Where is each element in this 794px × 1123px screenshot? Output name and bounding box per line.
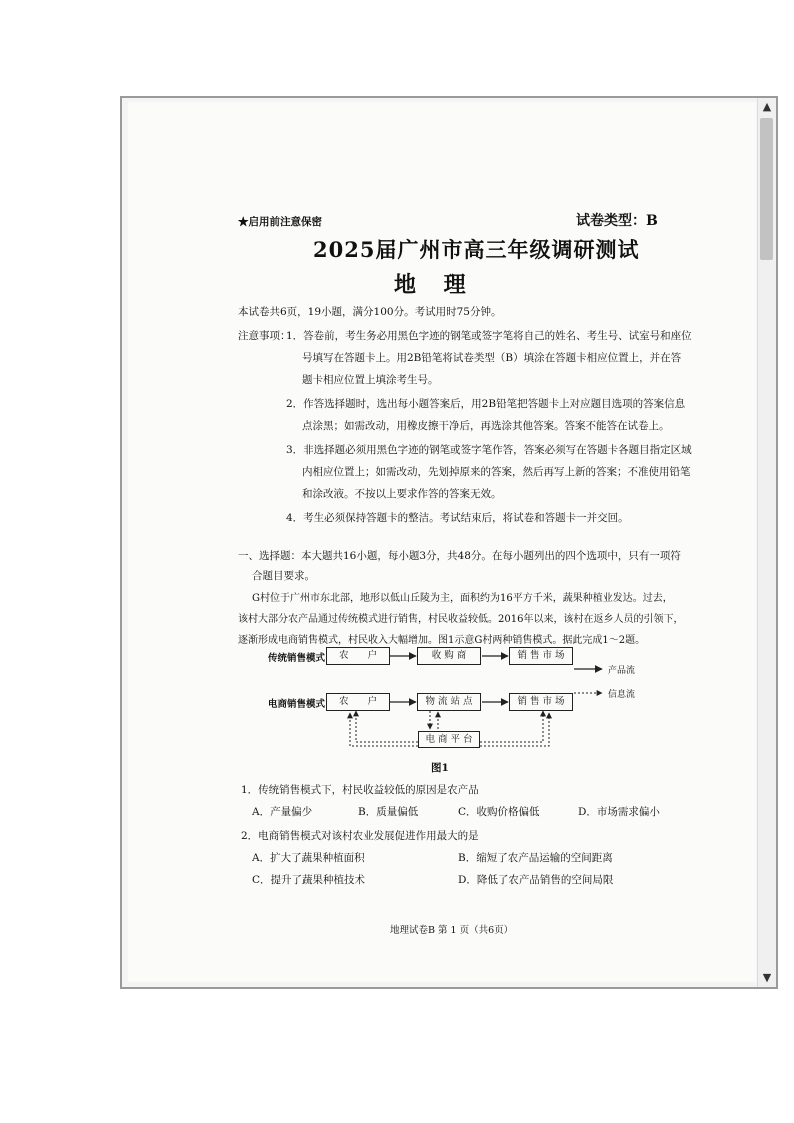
section-heading: 合题目要求。	[252, 570, 315, 582]
note-line: 题卡相应位置上填涂考生号。	[302, 374, 439, 386]
question-stem: 1．传统销售模式下，村民收益较低的原因是农产品	[241, 784, 479, 796]
ecommerce-platform-box: 电 商 平 台	[418, 731, 480, 748]
section-heading: 一、选择题：本大题共16小题，每小题3分，共48分。在每小题列出的四个选项中，只有一项符	[238, 550, 681, 562]
note-line: 2．作答选择题时，选出每小题答案后，用2B铅笔把答题卡上对应题目选项的答案信息	[286, 398, 686, 410]
legend-info-flow: 信息流	[608, 690, 636, 700]
traditional-mode-label: 传统销售模式	[268, 653, 326, 664]
passage-line: 该村大部分农产品通过传统模式进行销售，村民收益较低。2016年以来，该村在返乡人员的引领下，	[238, 614, 684, 625]
vertical-scrollbar[interactable]	[757, 98, 776, 987]
ecommerce-mode-label: 电商销售模式	[268, 699, 326, 710]
note-line: 4．考生必须保持答题卡的整洁。考试结束后，将试卷和答题卡一并交回。	[286, 512, 629, 524]
paper-type: 试卷类型：B	[576, 213, 658, 229]
exam-title: 2025届广州市高三年级调研测试	[313, 237, 640, 262]
market-box: 销 售 市 场	[509, 647, 573, 665]
question-option: C．收购价格偏低	[458, 806, 540, 818]
scroll-up-icon[interactable]: ▲	[762, 100, 772, 113]
farmer-box: 农 户	[326, 693, 390, 711]
note-line: 和涂改液。不按以上要求作答的答案无效。	[302, 488, 502, 500]
note-line: 3．非选择题必须用黑色字迹的钢笔或签字笔作答，答案必须写在答题卡各题目指定区域	[286, 444, 692, 456]
document-viewer	[120, 96, 778, 989]
figure-caption: 图1	[431, 762, 449, 774]
buyer-box: 收 购 商	[417, 647, 481, 665]
scroll-thumb[interactable]	[760, 118, 773, 260]
farmer-box: 农 户	[326, 647, 390, 665]
scroll-down-icon[interactable]: ▼	[762, 971, 772, 984]
notes-label: 注意事项：	[238, 330, 291, 342]
passage-line: 逐渐形成电商销售模式，村民收入大幅增加。图1示意G村两种销售模式。据此完成1～2题。	[238, 635, 646, 646]
question-option: B．缩短了农产品运输的空间距离	[458, 852, 613, 864]
question-option: D．降低了农产品销售的空间局限	[458, 874, 614, 886]
question-option: C．提升了蔬果种植技术	[252, 874, 366, 886]
note-line: 内相应位置上；如需改动，先划掉原来的答案，然后再写上新的答案；不准使用铅笔	[302, 466, 691, 478]
exam-intro: 本试卷共6页，19小题，满分100分。考试用时75分钟。	[238, 306, 502, 318]
exam-page	[128, 102, 756, 982]
question-option: B．质量偏低	[358, 806, 419, 818]
exam-subject: 地 理	[394, 272, 476, 298]
note-line: 号填写在答题卡上。用2B铅笔将试卷类型（B）填涂在答题卡相应位置上，并在答	[302, 352, 682, 364]
question-option: A．扩大了蔬果种植面积	[252, 852, 365, 864]
passage-line: G村位于广州市东北部，地形以低山丘陵为主，面积约为16平方千米，蔬果种植业发达。过去，	[252, 593, 673, 604]
confidential-note: ★启用前注意保密	[238, 216, 322, 228]
question-stem: 2．电商销售模式对该村农业发展促进作用最大的是	[241, 830, 479, 842]
page-footer: 地理试卷B 第 1 页（共6页）	[390, 925, 514, 936]
legend-product-flow: 产品流	[608, 666, 636, 676]
question-option: D．市场需求偏小	[578, 806, 660, 818]
question-option: A．产量偏少	[252, 806, 313, 818]
logistics-box: 物 流 站 点	[417, 693, 481, 711]
note-line: 1．答卷前，考生务必用黑色字迹的钢笔或签字笔将自己的姓名、考生号、试室号和座位	[286, 330, 692, 342]
note-line: 点涂黑；如需改动，用橡皮擦干净后，再选涂其他答案。答案不能答在试卷上。	[302, 420, 670, 432]
market-box: 销 售 市 场	[509, 693, 573, 711]
